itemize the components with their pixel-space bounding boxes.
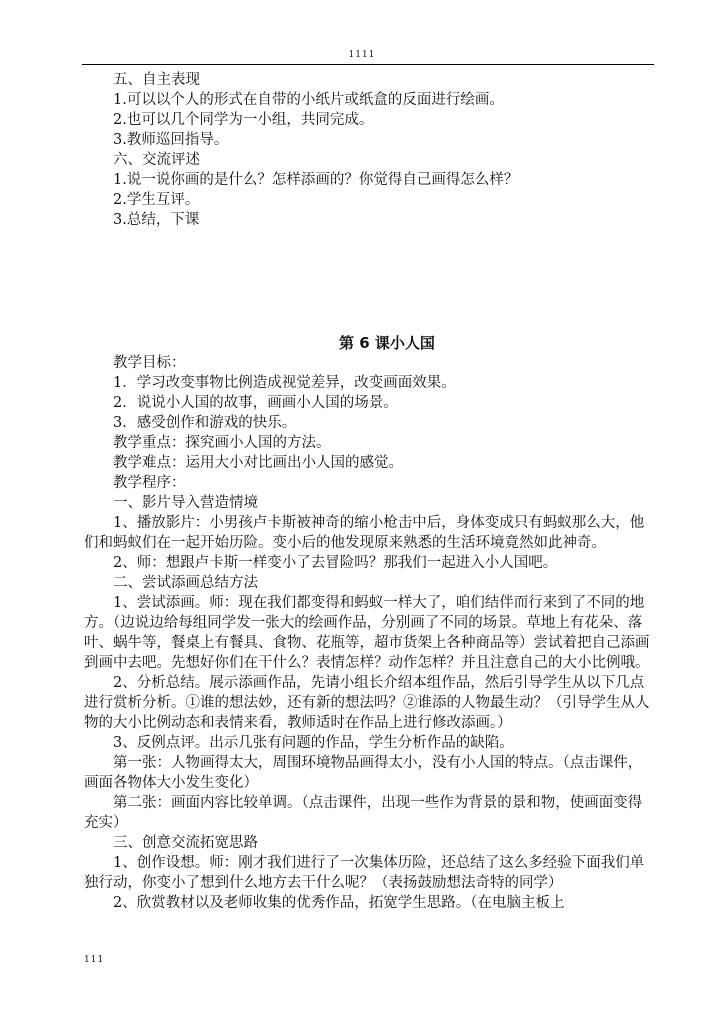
page-header: 1111 (348, 50, 376, 60)
document-body (84, 70, 654, 913)
paragraph: 第二张：画面内容比较单调。（点击课件，出现一些作为背景的景和物，使画面变得充实） (84, 795, 643, 831)
paragraph: 一、影片导入营造情境 (113, 495, 258, 511)
paragraph: 三、创意交流拓宽思路 (113, 835, 258, 851)
paragraph: 1．学习改变事物比例造成视觉差异，改变画面效果。 (113, 375, 456, 391)
list-item: 2.学生互评。 (113, 192, 200, 208)
list-item: 3.总结，下课 (113, 212, 200, 228)
paragraph: 1、尝试添画。师：现在我们都变得和蚂蚁一样大了，咱们结伴而行来到了不同的地方。（边说边给每组同学发一张大的绘画作品，分别画了不同的场景。草地上有花朵、落叶、蜗牛等，餐桌上有餐具、食物、花瓶等，超市货架上各种商品等）尝试着把自己添画到画中去吧。先想好你们在干什么？表情怎样？动作怎样？并且注意自己的大小比例哦。 (84, 595, 650, 671)
paragraph: 1、播放影片：小男孩卢卡斯被神奇的缩小枪击中后，身体变成只有蚂蚁那么大，他们和蚂蚁们在一起开始历险。变小后的他发现原来熟悉的生活环境竟然如此神奇。 (84, 515, 645, 551)
list-item: 1.可以以个人的形式在自带的小纸片或纸盒的反面进行绘画。 (113, 92, 504, 108)
paragraph: 2、欣赏教材以及老师收集的优秀作品，拓宽学生思路。（在电脑主板上 (113, 895, 565, 911)
paragraph: 3、反例点评。出示几张有问题的作品，学生分析作品的缺陷。 (113, 735, 514, 751)
paragraph: 1、创作设想。师：刚才我们进行了一次集体历险，还总结了这么多经验下面我们单独行动，你变小了想到什么地方去干什么呢？（表扬鼓励想法奇特的同学） (84, 855, 645, 891)
paragraph: 二、尝试添画总结方法 (113, 575, 258, 591)
paragraph: 教学程序： (113, 475, 186, 491)
paragraph: 教学难点：运用大小对比画出小人国的感觉。 (113, 455, 403, 471)
paragraph: 教学目标： (113, 355, 186, 371)
paragraph: 2．说说小人国的故事，画画小人国的场景。 (113, 395, 398, 411)
lesson-title: 第 6 课小人国 (339, 334, 435, 352)
header-divider (82, 64, 654, 65)
paragraph: 2、师：想跟卢卡斯一样变小了去冒险吗？那我们一起进入小人国吧。 (113, 555, 558, 571)
list-item: 1.说一说你画的是什么？怎样添画的？你觉得自己画得怎么样？ (113, 172, 519, 188)
paragraph: 教学重点：探究画小人国的方法。 (113, 435, 331, 451)
section-heading-6: 六、交流评述 (113, 152, 200, 168)
paragraph: 第一张：人物画得太大，周围环境物品画得太小，没有小人国的特点。（点击课件，画面各物体大小发生变化） (84, 755, 643, 791)
list-item: 2.也可以几个同学为一小组，共同完成。 (113, 112, 374, 128)
section-heading-5: 五、自主表现 (113, 72, 200, 88)
spacer (84, 230, 654, 333)
paragraph: 2、分析总结。展示添画作品，先请小组长介绍本组作品，然后引导学生从以下几点进行赏析分析。①谁的想法妙，还有新的想法吗？②谁添的人物最生动？（引导学生从人物的大小比例动态和表情来看，教师适时在作品上进行修改添画。） (84, 675, 650, 731)
list-item: 3.教师巡回指导。 (113, 132, 229, 148)
page-footer: 111 (84, 955, 105, 965)
paragraph: 3．感受创作和游戏的快乐。 (113, 415, 297, 431)
